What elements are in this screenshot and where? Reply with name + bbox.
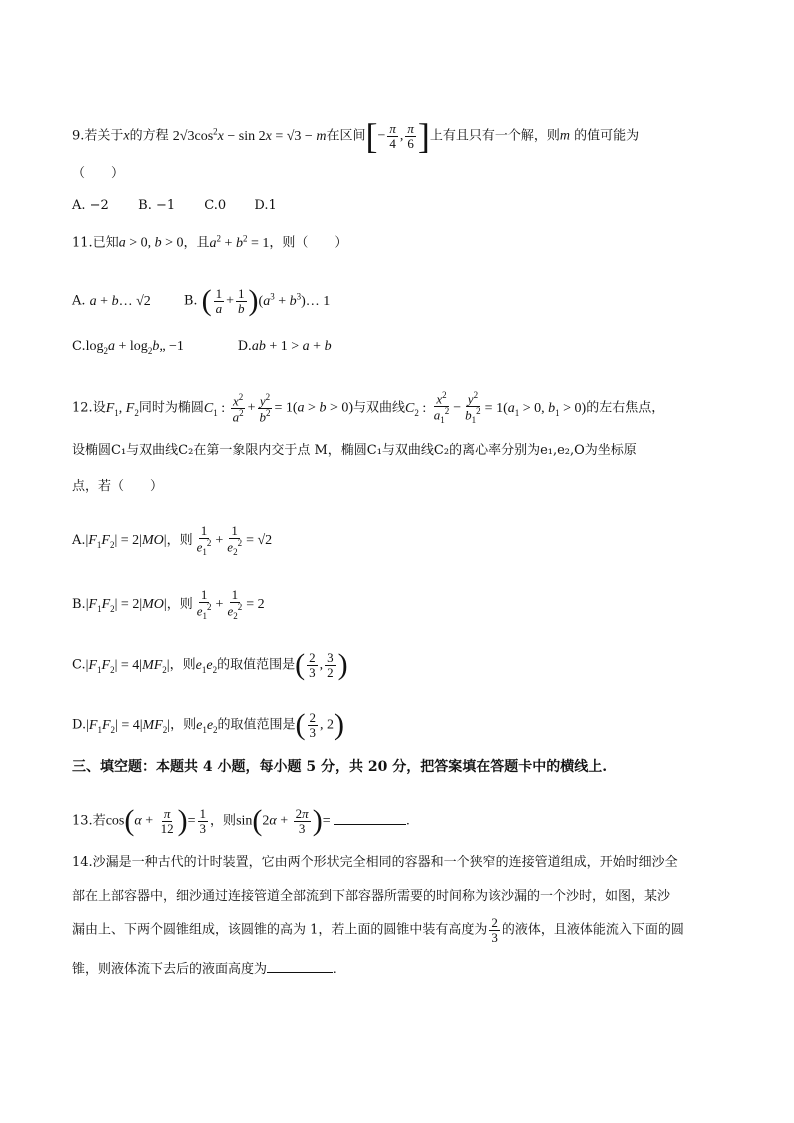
q12-option-c: $C.|F_1F_2| = 4|MF_2|$，则$e_1e_2$的取值范围是( $\frac{2}{3}$ , $\frac{3}{2}$ ): [72, 648, 348, 681]
q13-number: 13.: [72, 813, 93, 829]
frac-2-3: $\frac{2}{3}$: [309, 649, 316, 680]
frac-2pi-3: $\frac{2\pi}{3}$: [295, 805, 309, 836]
q11-options-ab: A. a + b… √2 B. ( $\frac{1}{a}$ + $\frac{1}{b}$ )($a^3$ + $b^3)\dots$ 1: [72, 284, 331, 317]
frac-pi-12: $\frac{\pi}{12}$: [160, 805, 174, 836]
frac-1-e2sq: $\frac{1}{e_2^2}$: [227, 523, 243, 557]
q11-text: ，则（ ）: [269, 235, 348, 251]
paren-left: (: [252, 804, 263, 837]
frac-pi-4: $\frac{\pi}{4}$: [389, 120, 396, 151]
q9-text: 若关于: [84, 128, 124, 144]
q12-option-b: $B.|F_1F_2| = 2|MO|$，则 $\frac{1}{e_1^2}$ + $\frac{1}{e_2^2}$ = 2: [72, 587, 265, 621]
q12-range-text: 的取值范围是: [217, 657, 296, 673]
q14-line4: 锥，则液体流下去后的液面高度为 .: [72, 962, 337, 977]
frac-1-e2sq: $\frac{1}{e_2^2}$: [227, 587, 243, 621]
q9-text: 上有且只有一个解，则: [429, 128, 560, 144]
section-heading: 三、填空题：本题共 4 小题，每小题 5 分，共 20 分，把答案填在答题卡中的横线上.: [72, 759, 608, 775]
q9-option-b: B. −1: [138, 198, 176, 213]
math-x: x: [123, 128, 130, 144]
frac-y2-b12: $\frac{y^2}{b_1^2}$: [465, 390, 481, 425]
q12-then: ，则: [166, 597, 193, 612]
paren-left: (: [124, 804, 135, 837]
q11-line1: [72, 234, 347, 251]
q14-text: 漏由上、下两个圆锥组成，该圆锥的高为 1，若上面的圆锥中装有高度为: [72, 922, 488, 938]
q14-line2: 部在上部容器中，细沙通过连接管道全部流到下部容器所需要的时间称为该沙漏的一个沙时，如图，某沙: [72, 889, 671, 904]
frac-x2-a2: $\frac{x^2}{a^2}$: [232, 391, 244, 424]
q11-cond: a > 0, b > 0: [118, 235, 184, 251]
q11-option-b-label: B.: [183, 293, 198, 309]
q12-option-a: $A.|F_1F_2| = 2|MO|$，则 $\frac{1}{e_1^2}$ + $\frac{1}{e_2^2}$ = √2: [72, 523, 273, 557]
q12-option-b-label: B.: [72, 597, 86, 612]
q11-option-a: a + b… √2: [89, 293, 151, 309]
q9-line1: 9.若关于x的方程 $2√3\cos^2x - \sin 2x = √3 - m$在区间[− $\frac{\pi}{4}$ , $\frac{\pi}{6}$ ]上有且只有一个解，则m 的值可能为: [72, 116, 640, 156]
q14-line3: [72, 916, 684, 944]
bracket-left: [: [365, 116, 378, 156]
paren-left: (: [295, 648, 306, 681]
frac-1-a: $\frac{1}{a}$: [215, 285, 223, 316]
paren-left: (: [295, 708, 306, 741]
q13-text: ，则: [210, 813, 237, 829]
frac-y2-b2: $\frac{y^2}{b^2}$: [259, 391, 271, 424]
q11-option-d: ab + 1 > a + b: [251, 339, 332, 354]
q14-line1: 14.沙漏是一种古代的计时装置，它由两个形状完全相同的容器和一个狭窄的连接管道组成，开始时细沙全: [72, 855, 678, 870]
q12-ellipse: $C_1$ :: [203, 400, 229, 418]
q9-text: 的方程: [129, 128, 169, 144]
paren-right: ): [312, 804, 323, 837]
bracket-right: ]: [417, 116, 430, 156]
q12-option-d-label: D.: [72, 717, 87, 733]
paren-right: ): [248, 284, 259, 317]
q12-text: 的左右焦点，: [586, 400, 665, 416]
q13-text: 若: [92, 813, 106, 829]
q9-text: 在区间: [326, 128, 366, 144]
q11-options-cd: [72, 340, 332, 356]
frac-1-e1sq: $\frac{1}{e_1^2}$: [196, 587, 212, 621]
q9-text: 的值可能为: [570, 128, 640, 144]
q11-option-c: $\log_2a$ + $\log_2b„ -1$: [85, 339, 184, 356]
q9-paren: （ ）: [72, 166, 125, 181]
q11-option-a-label: A.: [72, 293, 86, 309]
frac-1-b: $\frac{1}{b}$: [238, 285, 245, 316]
q12-line2: 设椭圆C₁与双曲线C₂在第一象限内交于点 M，椭圆C₁与双曲线C₂的离心率分别为e₁,e₂,O为坐标原: [72, 443, 637, 458]
minus-sign: −: [377, 128, 386, 144]
q11-text: 已知: [92, 235, 119, 251]
q12-line1: 12.设$F_1$, $F_2$同时为椭圆$C_1$ : $\frac{x^2}{a^2}$ + $\frac{y^2}{b^2}$ = 1(a > b > 0)与双曲线$C_2$ : $\frac{x^2}{a_1^2}$ − $\frac{y^2}{b_1^2}$ = $1(a_1 > 0$, $b_1 > 0$)的左右焦点，: [72, 390, 665, 425]
q9-option-c: C.0: [204, 198, 227, 213]
q11-option-c-label: C.: [72, 339, 86, 354]
paren-left: (: [201, 284, 212, 317]
q9-option-d: D.1: [254, 198, 277, 213]
q11-eq: $a^2 + b^2 = 1$: [209, 233, 270, 251]
frac-pi-6: $\frac{\pi}{6}$: [407, 120, 414, 151]
q12-option-d: $D.|F_1F_2| = 4|MF_2|$，则$e_1e_2$的取值范围是( $\frac{2}{3}$ , 2): [72, 708, 345, 741]
q9-number: 9.: [72, 128, 85, 144]
frac-x2-a12: $\frac{x^2}{a_1^2}$: [433, 390, 450, 425]
q14-text: 的液体，且液体能流入下面的圆: [501, 922, 684, 938]
frac-2-3: $\frac{2}{3}$: [491, 915, 498, 945]
q12-option-a-label: A.: [72, 533, 86, 548]
q12-hyperbola: $C_2$ :: [405, 400, 430, 418]
q9-option-a: A. −2: [72, 198, 109, 213]
frac-1-3: $\frac{1}{3}$: [199, 805, 207, 836]
q12-range-text: 的取值范围是: [217, 717, 296, 733]
q12-then: ，则: [169, 657, 196, 673]
answer-blank[interactable]: [334, 812, 406, 825]
frac-3-2: $\frac{3}{2}$: [327, 649, 334, 680]
q13-line: 13.若cos(α + $\frac{\pi}{12}$ )= $\frac{1}{3}$ ，则sin(2α + $\frac{2\pi}{3}$ )= .: [72, 804, 410, 837]
frac-2-3: $\frac{2}{3}$: [309, 709, 317, 740]
q9-options: [72, 199, 277, 212]
q12-number: 12.: [72, 400, 93, 416]
q12-foci: $F_1$, $F_2$: [105, 400, 139, 418]
q12-then: ，则: [170, 717, 197, 733]
q12-text: 设: [92, 400, 106, 416]
q11-number: 11.: [72, 235, 93, 251]
q9-equation: $2√3\cos^2x - \sin 2x = √3 - m$: [172, 125, 327, 144]
q11-option-b-rest: ($a^3$ + $b^3)\dots$ 1: [258, 290, 331, 309]
answer-blank[interactable]: [267, 960, 333, 973]
math-m: m: [559, 128, 571, 144]
q11-text: ，且: [183, 235, 210, 251]
q12-line3: 点，若（ ）: [72, 479, 164, 494]
q11-option-d-label: D.: [237, 339, 252, 354]
q12-then: ，则: [166, 533, 193, 548]
paren-right: ): [337, 648, 348, 681]
frac-1-e1sq: $\frac{1}{e_1^2}$: [196, 523, 212, 557]
q12-text: 与双曲线: [353, 400, 406, 416]
q14-text: 锥，则液体流下去后的液面高度为: [72, 962, 268, 977]
paren-right: ): [334, 708, 345, 741]
q12-option-c-label: C.: [72, 657, 86, 673]
paren-right: ): [177, 804, 188, 837]
q12-text: 同时为椭圆: [138, 400, 204, 416]
